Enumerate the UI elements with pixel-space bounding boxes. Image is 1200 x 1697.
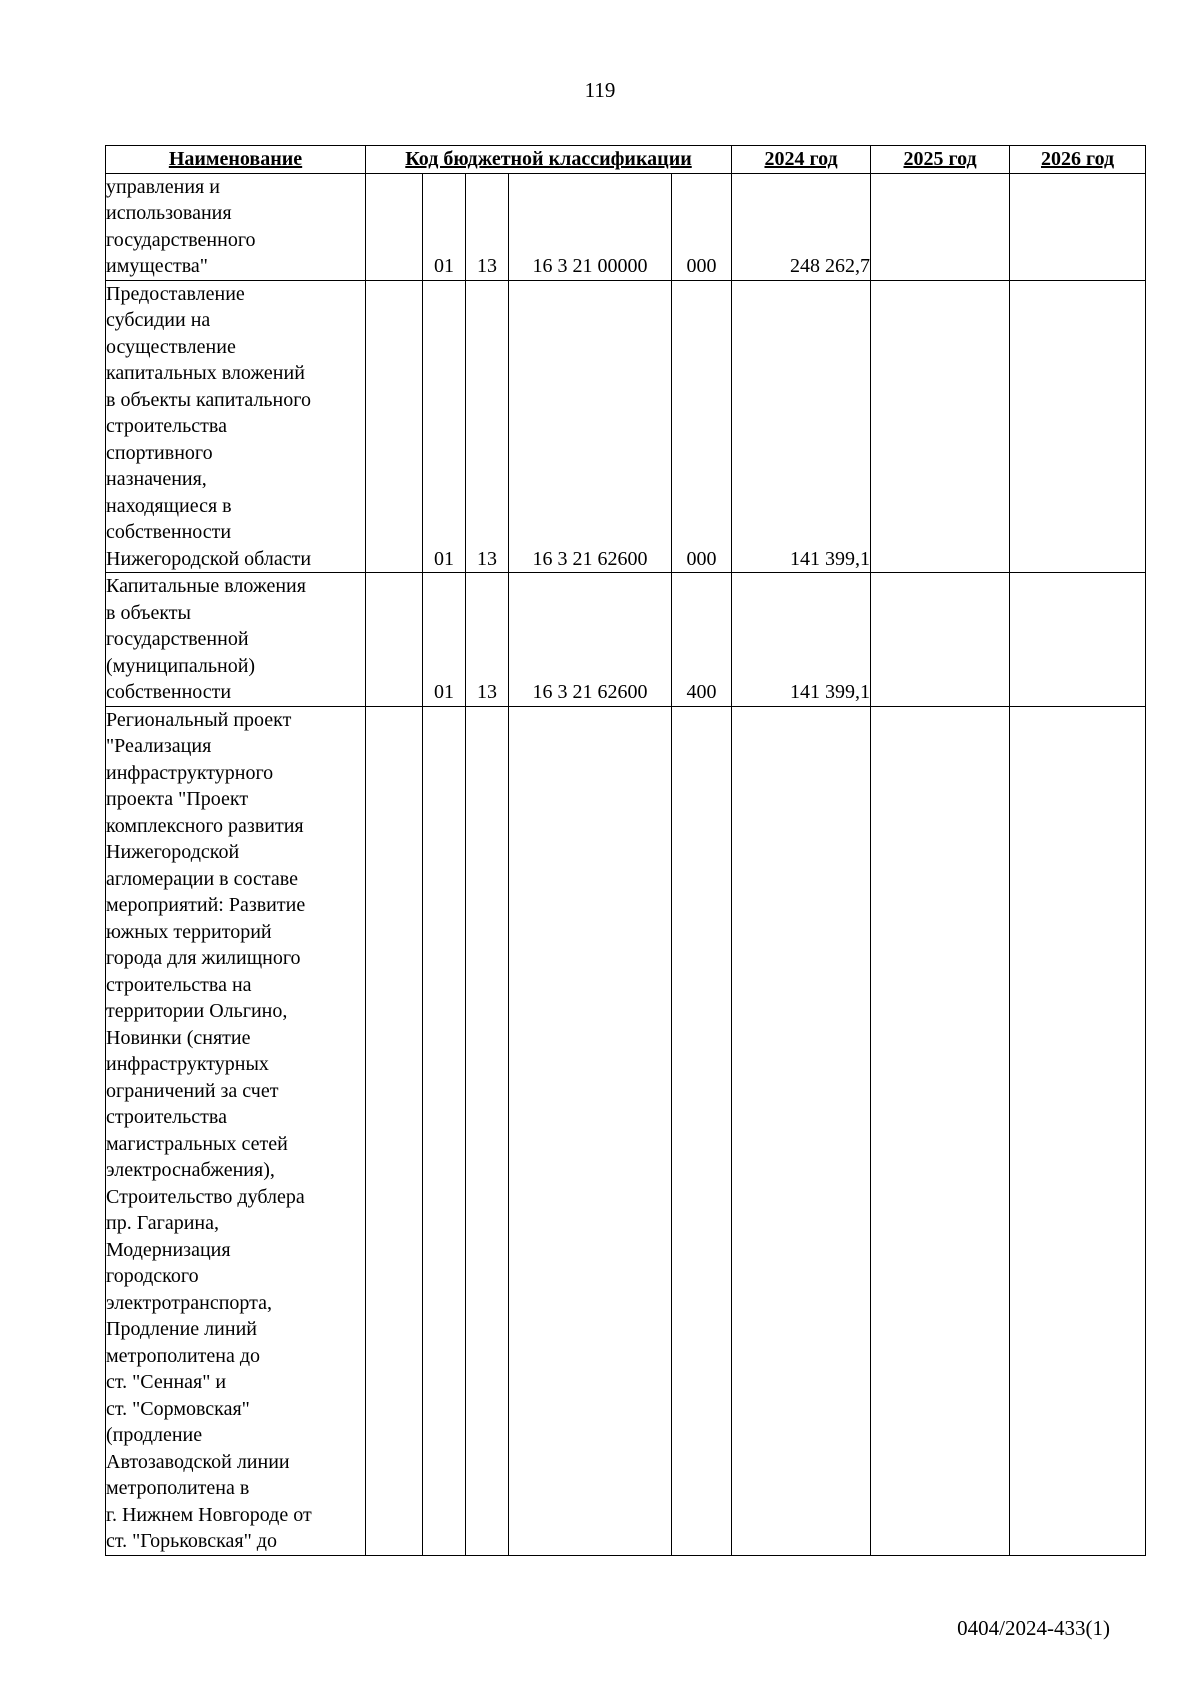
row-name [106, 173, 366, 280]
row-name-line: электротранспорта, [106, 1291, 272, 1314]
code-target-article: 16 3 21 00000 [509, 173, 672, 280]
row-name-line: городского [106, 1265, 199, 1287]
row-name-line: имущества" [106, 255, 208, 277]
row-name-line: города для жилищного [106, 947, 301, 969]
table-header-row [106, 146, 1146, 174]
row-name-line: электроснабжения), [106, 1159, 275, 1181]
row-name-line: (продление [106, 1424, 203, 1446]
row-name-line: строительства [106, 415, 227, 437]
code-part-1 [366, 280, 423, 573]
row-name-line: государственного [106, 228, 256, 251]
row-name-line: Нижегородской области [106, 547, 312, 570]
row-name-line: Автозаводской линии [106, 1450, 290, 1473]
row-name-line: Капитальные вложения [106, 575, 306, 597]
amount-2026 [1010, 280, 1146, 573]
row-name-line: использования [106, 202, 232, 224]
document-code: 0404/2024-433(1) [957, 1616, 1110, 1640]
code-part-1 [366, 573, 423, 707]
code-target-article [509, 706, 672, 1555]
code-subsection: 13 [466, 280, 509, 573]
row-name-line: собственности [106, 521, 232, 543]
row-name-line: управления и [106, 175, 220, 198]
row-name-line: магистральных сетей [106, 1132, 288, 1155]
row-name-line: строительства [106, 1106, 227, 1128]
row-name-line: капитальных вложений [106, 362, 305, 384]
code-part-1 [366, 706, 423, 1555]
row-name-line: агломерации в составе [106, 867, 298, 890]
amount-2025 [871, 706, 1010, 1555]
row-name-line: проекта "Проект [106, 788, 249, 810]
row-name-line: мероприятий: Развитие [106, 894, 306, 916]
row-name-line: назначения, [106, 468, 207, 490]
code-expense-type: 000 [672, 280, 732, 573]
amount-2024: 141 399,1 [732, 280, 871, 573]
amount-2024 [732, 706, 871, 1555]
row-name [106, 280, 366, 573]
row-name-line: осуществление [106, 335, 236, 358]
row-name-line: ст. "Горьковская" до [106, 1530, 277, 1552]
code-section: 01 [423, 573, 466, 707]
row-name-line: (муниципальной) [106, 654, 256, 677]
row-name-line: субсидии на [106, 309, 211, 331]
amount-2024: 141 399,1 [732, 573, 871, 707]
row-name-line: пр. Гагарина, [106, 1212, 220, 1234]
page-number: 119 [584, 78, 616, 102]
code-target-article: 16 3 21 62600 [509, 280, 672, 573]
row-name-line: Новинки (снятие [106, 1026, 251, 1049]
amount-2026 [1010, 573, 1146, 707]
table-row [106, 573, 1146, 707]
row-name-line: "Реализация [106, 735, 212, 757]
budget-table [105, 145, 1146, 1556]
row-name-line: находящиеся в [106, 494, 232, 517]
table-row [106, 280, 1146, 573]
header-2024: 2024 год [732, 146, 871, 174]
header-code: Код бюджетной классификации [366, 146, 732, 174]
code-subsection: 13 [466, 573, 509, 707]
row-name-line: Предоставление [106, 282, 245, 305]
row-name-line: Строительство дублера [106, 1185, 305, 1208]
header-2026: 2026 год [1010, 146, 1146, 174]
table-row [106, 706, 1146, 1555]
row-name-line: собственности [106, 681, 232, 703]
code-part-1 [366, 173, 423, 280]
row-name-line: Региональный проект [106, 708, 292, 731]
row-name-line: инфраструктурных [106, 1053, 269, 1075]
table-row [106, 173, 1146, 280]
amount-2025 [871, 173, 1010, 280]
code-subsection: 13 [466, 173, 509, 280]
row-name-line: ст. "Сенная" и [106, 1371, 227, 1393]
code-section [423, 706, 466, 1555]
code-expense-type [672, 706, 732, 1555]
row-name [106, 573, 366, 707]
row-name-line: строительства на [106, 973, 252, 996]
row-name-line: Модернизация [106, 1238, 231, 1261]
row-name-line: комплексного развития [106, 814, 304, 837]
amount-2024: 248 262,7 [732, 173, 871, 280]
row-name-line: в объекты капитального [106, 388, 311, 411]
row-name-line: ограничений за счет [106, 1079, 279, 1102]
row-name [106, 706, 366, 1555]
amount-2026 [1010, 173, 1146, 280]
code-target-article: 16 3 21 62600 [509, 573, 672, 707]
row-name-line: в объекты [106, 601, 191, 624]
row-name-line: территории Ольгино, [106, 1000, 288, 1022]
header-name: Наименование [106, 146, 366, 174]
row-name-line: метрополитена в [106, 1477, 250, 1499]
code-section: 01 [423, 280, 466, 573]
code-subsection [466, 706, 509, 1555]
code-section: 01 [423, 173, 466, 280]
amount-2025 [871, 280, 1010, 573]
row-name-line: инфраструктурного [106, 761, 274, 784]
row-name-line: Продление линий [106, 1318, 257, 1340]
row-name-line: государственной [106, 628, 249, 650]
header-2025: 2025 год [871, 146, 1010, 174]
row-name-line: Нижегородской [106, 841, 240, 863]
amount-2025 [871, 573, 1010, 707]
row-name-line: спортивного [106, 441, 213, 464]
amount-2026 [1010, 706, 1146, 1555]
row-name-line: метрополитена до [106, 1344, 261, 1367]
row-name-line: южных территорий [106, 920, 272, 943]
row-name-line: г. Нижнем Новгороде от [106, 1503, 312, 1526]
code-expense-type: 000 [672, 173, 732, 280]
row-name-line: ст. "Сормовская" [106, 1397, 250, 1420]
code-expense-type: 400 [672, 573, 732, 707]
table-body [106, 173, 1146, 1555]
